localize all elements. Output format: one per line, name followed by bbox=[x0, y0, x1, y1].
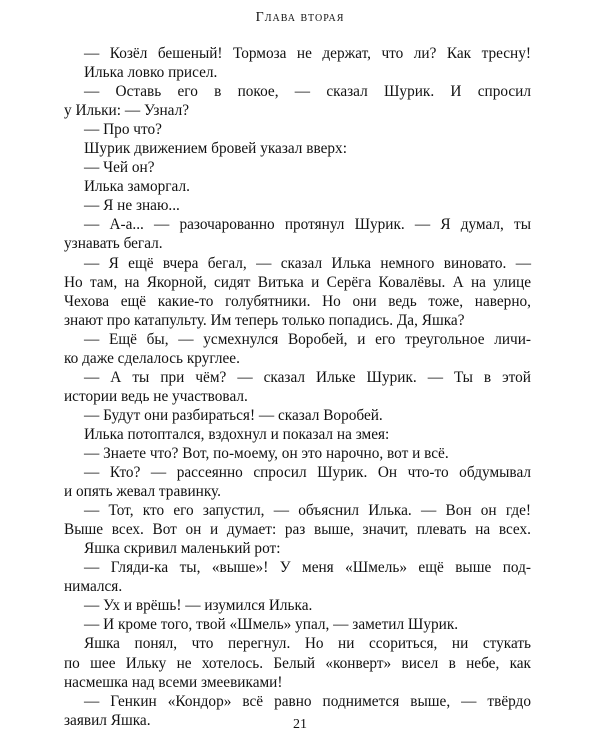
text-line: — Я ещё вчера бегал, — сказал Илька немного виновато. — bbox=[84, 254, 531, 272]
text-line: — Чей он? bbox=[84, 159, 155, 177]
text-line: по шее Ильку не хотелось. Белый «конверт» висел в небе, как bbox=[64, 654, 531, 672]
text-line: — Про что? bbox=[84, 121, 162, 139]
page-number: 21 bbox=[293, 717, 307, 732]
text-line: Выше всех. Вот он и думает: раз выше, значит, плевать на всех. bbox=[64, 521, 531, 539]
text-line: Яшка скривил маленький рот: bbox=[84, 540, 281, 558]
text-line: знают про катапульту. Им теперь только попадись. Да, Яшка? bbox=[64, 311, 465, 329]
running-header: Глава вторая bbox=[255, 10, 345, 25]
text-line: — Будут они разбираться! — сказал Воробей. bbox=[84, 406, 383, 424]
text-line: узнавать бегал. bbox=[64, 235, 163, 253]
text-line: Илька заморгал. bbox=[84, 178, 190, 196]
text-line: — И кроме того, твой «Шмель» упал, — заметил Шурик. bbox=[84, 616, 459, 634]
text-line: Илька потоптался, вздохнул и показал на змея: bbox=[84, 425, 390, 443]
text-line: Яшка понял, что перегнул. Но ни ссориться, ни стукать bbox=[84, 635, 531, 653]
text-line: — Знаете что? Вот, по-моему, он это нарочно, вот и всё. bbox=[84, 444, 449, 462]
text-line: — А-а... — разочарованно протянул Шурик. — Я думал, ты bbox=[84, 216, 531, 234]
text-line: Чехова ещё какие-то голубятники. Но они ведь тоже, наверно, bbox=[64, 292, 531, 310]
text-line: у Ильки: — Узнал? bbox=[64, 102, 190, 120]
text-line: истории ведь не участвовал. bbox=[64, 387, 248, 405]
text-line: — Козёл бешеный! Тормоза не держат, что ли? Как тресну! bbox=[84, 45, 531, 62]
text-line: — Ух и врёшь! — изумился Илька. bbox=[84, 597, 313, 615]
text-line: — Я не знаю... bbox=[84, 197, 180, 215]
text-line: Илька ловко присел. bbox=[84, 64, 218, 82]
text-line: — Генкин «Кондор» всё равно поднимется выше, — твёрдо bbox=[84, 692, 531, 710]
text-line: — Гляди-ка ты, «выше»! У меня «Шмель» ещё выше под- bbox=[84, 559, 531, 577]
text-line: нимался. bbox=[64, 578, 123, 596]
text-line: — А ты при чём? — сказал Ильке Шурик. — Ты в этой bbox=[84, 368, 531, 386]
text-line: — Кто? — рассеянно спросил Шурик. Он что-то обдумывал bbox=[84, 464, 531, 482]
text-line: Но там, на Якорной, сидят Витька и Серёга Ковалёвы. А на улице bbox=[64, 273, 531, 291]
text-line: — Оставь его в покое, — сказал Шурик. И спросил bbox=[84, 83, 531, 101]
text-line: заявил Яшка. bbox=[64, 711, 151, 729]
text-line: — Тот, кто его запустил, — объяснил Илька. — Вон он где! bbox=[84, 502, 531, 520]
text-line: ко даже сделалось круглее. bbox=[64, 349, 240, 367]
text-line: и опять жевал травинку. bbox=[64, 483, 221, 501]
text-line: — Ещё бы, — усмехнулся Воробей, и его треугольное личи- bbox=[84, 330, 531, 348]
text-line: насмешка над всеми змеевиками! bbox=[64, 673, 283, 691]
text-line: Шурик движением бровей указал вверх: bbox=[84, 140, 347, 158]
body-text bbox=[64, 44, 531, 730]
